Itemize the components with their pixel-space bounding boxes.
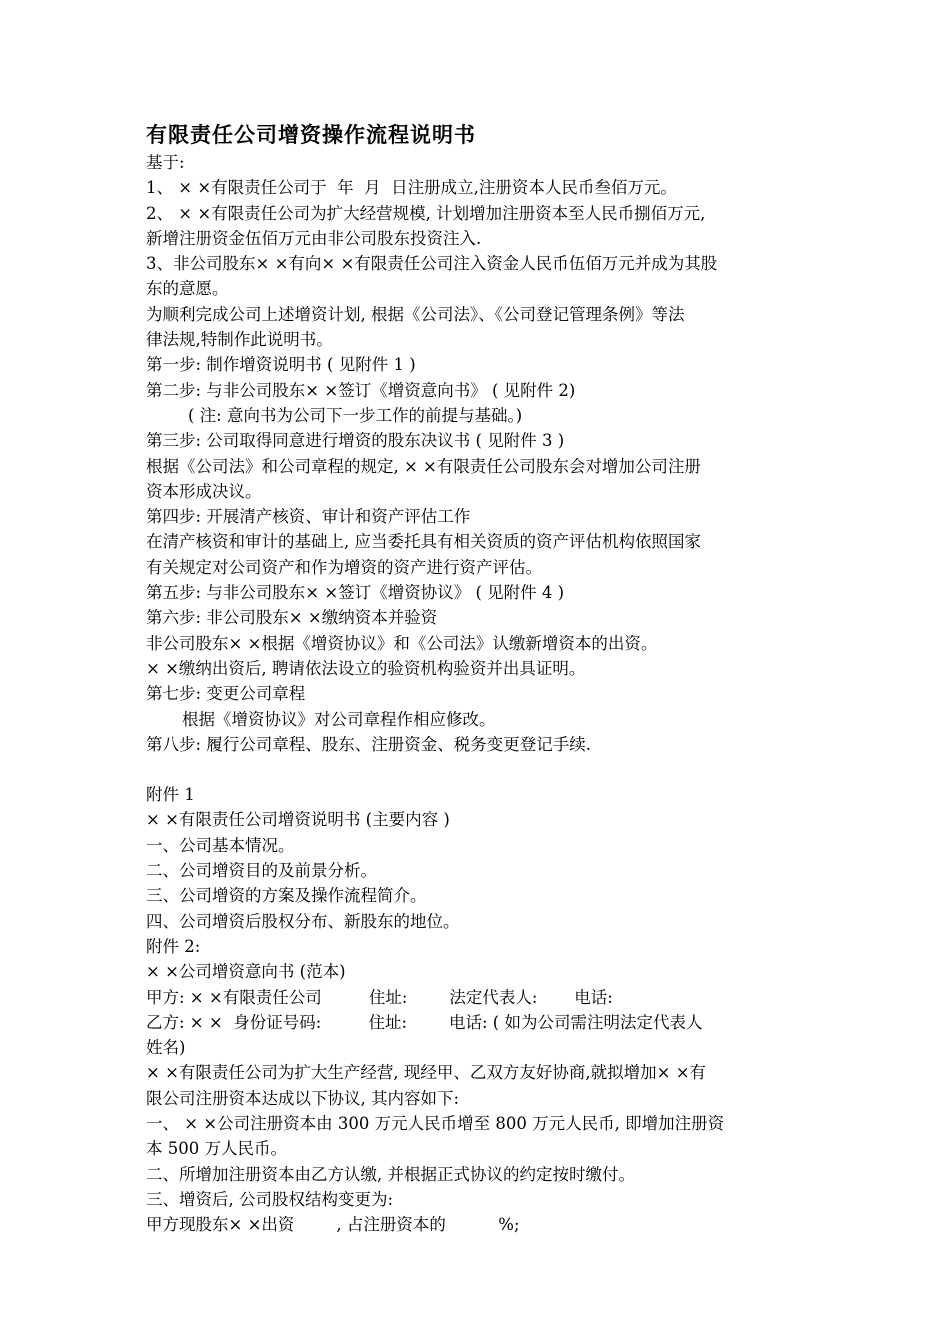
party-b-line: 乙方: × × 身份证号码: 住址: 电话: ( 如为公司需注明法定代表人 [146, 1012, 703, 1032]
text-line: 二、公司增资目的及前景分析。 [146, 861, 377, 881]
text-line: 为顺利完成公司上述增资计划, 根据《公司法》、《公司登记管理条例》等法 [146, 304, 685, 324]
text-line: 本 500 万人民币。 [146, 1139, 287, 1159]
text-line: × ×有限责任公司为扩大生产经营, 现经甲、乙双方友好协商,就拟增加× ×有 [146, 1063, 707, 1083]
document-page [146, 120, 818, 1237]
text-line: 2、 × ×有限责任公司为扩大经营规模, 计划增加注册资本至人民币捌佰万元, [146, 203, 706, 223]
text-line: 律法规,特制作此说明书。 [146, 330, 333, 350]
document-title: 有限责任公司增资操作流程说明书 [146, 122, 476, 147]
text-line: 非公司股东× ×根据《增资协议》和《公司法》认缴新增资本的出资。 [146, 633, 658, 653]
step-heading: 第七步: 变更公司章程 [146, 684, 306, 704]
text-line: 姓名) [146, 1038, 186, 1058]
text-line: 1、 × ×有限责任公司于 年 月 日注册成立,注册资本人民币叁佰万元。 [146, 178, 677, 198]
step-heading: 第六步: 非公司股东× ×缴纳资本并验资 [146, 608, 438, 628]
text-line: 有关规定对公司资产和作为增资的资产进行资产评估。 [146, 557, 542, 577]
text-line: 限公司注册资本达成以下协议, 其内容如下: [146, 1088, 460, 1108]
text-line: 三、增资后, 公司股权结构变更为: [146, 1189, 394, 1209]
text-line: 根据《公司法》和公司章程的规定, × ×有限责任公司股东会对增加公司注册 [146, 456, 701, 476]
text-line: 一、 × ×公司注册资本由 300 万元人民币增至 800 万元人民币, 即增加注册资 [146, 1113, 725, 1133]
text-line: 二、所增加注册资本由乙方认缴, 并根据正式协议的约定按时缴付。 [146, 1164, 635, 1184]
text-line: 东的意愿。 [146, 279, 229, 299]
text-line: 一、公司基本情况。 [146, 835, 295, 855]
step-heading: 第三步: 公司取得同意进行增资的股东决议书 ( 见附件 3 ) [146, 431, 565, 451]
appendix-heading: 附件 1 [146, 785, 195, 805]
step-heading: 第一步: 制作增资说明书 ( 见附件 1 ) [146, 355, 416, 375]
step-heading: 第八步: 履行公司章程、股东、注册资金、税务变更登记手续. [146, 734, 592, 754]
text-line: 基于: [146, 153, 185, 172]
step-heading: 第四步: 开展清产核资、审计和资产评估工作 [146, 507, 471, 527]
text-line: 在清产核资和审计的基础上, 应当委托具有相关资质的资产评估机构依照国家 [146, 532, 701, 552]
party-a-line: 甲方: × ×有限责任公司 住址: 法定代表人: 电话: [146, 987, 613, 1007]
blank-line [146, 757, 818, 782]
text-line: × ×有限责任公司增资说明书 (主要内容 ) [146, 810, 450, 830]
appendix-heading: 附件 2: [146, 936, 201, 956]
text-line: × ×公司增资意向书 (范本) [146, 962, 346, 982]
text-line: 四、公司增资后股权分布、新股东的地位。 [146, 911, 460, 931]
text-line: 3、非公司股东× ×有向× ×有限责任公司注入资金人民币伍佰万元并成为其股 [146, 254, 718, 274]
text-line: 新增注册资金伍佰万元由非公司股东投资注入. [146, 228, 482, 248]
note-line: ( 注: 意向书为公司下一步工作的前提与基础。) [188, 405, 523, 425]
text-line: 根据《增资协议》对公司章程作相应修改。 [182, 709, 496, 729]
text-line: 甲方现股东× ×出资 , 占注册资本的 %; [146, 1215, 520, 1235]
text-line: 资本形成决议。 [146, 481, 262, 501]
step-heading: 第二步: 与非公司股东× ×签订《增资意向书》 ( 见附件 2) [146, 380, 576, 400]
text-line: × ×缴纳出资后, 聘请依法设立的验资机构验资并出具证明。 [146, 658, 586, 678]
step-heading: 第五步: 与非公司股东× ×签订《增资协议》 ( 见附件 4 ) [146, 583, 565, 603]
text-line: 三、公司增资的方案及操作流程简介。 [146, 886, 427, 906]
